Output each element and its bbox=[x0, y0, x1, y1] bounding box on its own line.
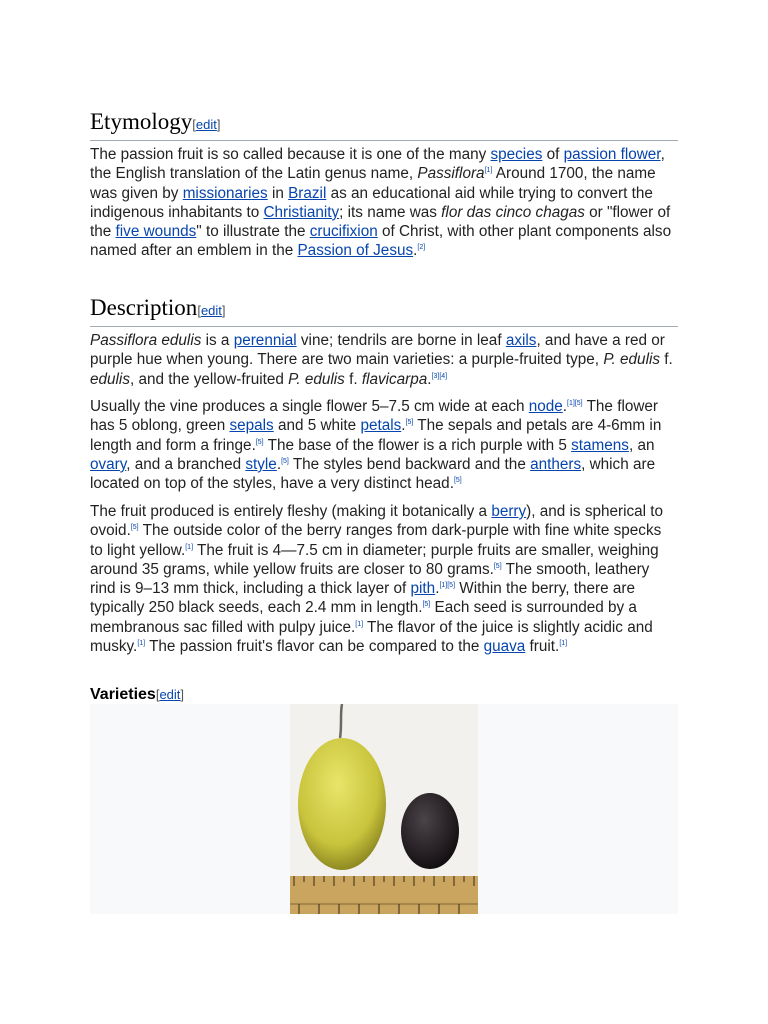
text-span: , and the yellow-fruited bbox=[129, 370, 289, 388]
link-axils[interactable]: axils bbox=[505, 332, 537, 349]
description-heading-text: Description bbox=[90, 295, 198, 320]
text-span: The passion fruit is so called because it is one of the many bbox=[90, 146, 491, 163]
description-paragraph-1 bbox=[90, 331, 678, 389]
text-span: f. bbox=[344, 370, 362, 388]
citation-5 bbox=[131, 524, 139, 531]
citation-1 bbox=[559, 640, 567, 647]
link-ovary[interactable]: ovary bbox=[90, 455, 127, 473]
text-span: . bbox=[276, 455, 282, 473]
citation-1 bbox=[185, 544, 193, 551]
etymology-paragraph bbox=[90, 145, 678, 261]
etymology-heading bbox=[90, 109, 678, 141]
citation-5 bbox=[454, 477, 462, 484]
citation-link[interactable]: [5] bbox=[281, 457, 289, 465]
text-span: The sepals and petals are 4-6mm in length and form a fringe. bbox=[90, 417, 662, 454]
text-span: , and have a red or purple hue when young. There are two main varieties: a purple-fruited type, bbox=[90, 332, 665, 369]
citation-link[interactable]: [5] bbox=[130, 524, 139, 532]
link-anthers[interactable]: anthers bbox=[530, 455, 582, 473]
link-guava[interactable]: guava bbox=[483, 638, 526, 656]
italic-flor-das-cinco-chagas: flor das cinco chagas bbox=[441, 203, 585, 221]
varieties-heading-text: Varieties bbox=[90, 686, 156, 703]
description-paragraph-3 bbox=[90, 502, 678, 656]
link-sepals[interactable]: sepals bbox=[229, 417, 274, 435]
citation-link[interactable]: [1] bbox=[355, 620, 364, 628]
citation-1-5 bbox=[567, 400, 583, 407]
text-span: vine; tendrils are borne in leaf bbox=[296, 332, 506, 349]
etymology-edit-link[interactable]: edit bbox=[195, 117, 217, 132]
text-span: is a bbox=[201, 332, 234, 349]
citation-link[interactable]: [1] bbox=[484, 167, 493, 175]
varieties-edit-section: [edit] bbox=[155, 687, 185, 702]
citation-5 bbox=[494, 563, 502, 570]
text-span: of Christ, with other plant components also named after an emblem in the bbox=[90, 223, 672, 260]
etymology-edit-section: [edit] bbox=[192, 117, 221, 132]
text-span: f. bbox=[660, 351, 673, 369]
link-pith[interactable]: pith bbox=[410, 580, 436, 598]
text-span: and 5 white bbox=[273, 417, 361, 435]
yellow-passion-fruit bbox=[298, 738, 386, 870]
passion-fruit-photo[interactable] bbox=[290, 704, 478, 914]
text-span: , and a branched bbox=[126, 455, 246, 473]
purple-passion-fruit bbox=[401, 793, 459, 869]
link-style[interactable]: style bbox=[245, 455, 277, 473]
text-span: in bbox=[267, 184, 289, 202]
citation-link[interactable]: [5] bbox=[453, 477, 462, 485]
citation-1-5 bbox=[439, 582, 455, 589]
text-span: The outside color of the berry ranges from dark-purple with fine white specks to light yellow. bbox=[90, 522, 662, 559]
text-span: ; its name was bbox=[339, 203, 442, 221]
citation-1 bbox=[355, 621, 363, 628]
text-span: The flower has 5 oblong, green bbox=[90, 398, 658, 435]
text-span: ), and is spherical to ovoid. bbox=[90, 503, 664, 540]
citation-link[interactable]: [1] bbox=[559, 639, 568, 647]
link-node[interactable]: node bbox=[528, 398, 563, 415]
citation-5 bbox=[281, 458, 289, 465]
link-brazil[interactable]: Brazil bbox=[288, 184, 327, 202]
description-edit-link[interactable]: edit bbox=[200, 303, 222, 318]
italic-text: P. edulis bbox=[288, 370, 345, 388]
text-span: Within the berry, there are typically 250 black seeds, each 2.4 mm in length. bbox=[90, 580, 635, 617]
citation-2 bbox=[417, 244, 425, 251]
link-petals[interactable]: petals bbox=[360, 417, 402, 435]
description-paragraph-2 bbox=[90, 397, 678, 493]
text-span: as an educational aid while trying to convert the indigenous inhabitants to bbox=[90, 184, 653, 221]
description-heading bbox=[90, 295, 678, 327]
etymology-heading-text: Etymology bbox=[90, 109, 193, 134]
italic-text: edulis bbox=[90, 370, 130, 388]
text-span: . bbox=[413, 242, 418, 260]
link-berry[interactable]: berry bbox=[491, 503, 527, 520]
description-edit-section: [edit] bbox=[197, 303, 226, 318]
citation-link[interactable]: [5] bbox=[255, 438, 264, 446]
italic-text: Passiflora edulis bbox=[90, 332, 202, 349]
link-stamens[interactable]: stamens bbox=[571, 436, 629, 454]
link-perennial[interactable]: perennial bbox=[233, 332, 297, 349]
citation-5 bbox=[256, 439, 264, 446]
text-span: fruit. bbox=[525, 638, 560, 656]
varieties-heading bbox=[90, 685, 678, 705]
text-span: , the English translation of the Latin genus name, bbox=[90, 146, 665, 183]
link-species[interactable]: species bbox=[490, 146, 543, 163]
citation-link[interactable]: [5] bbox=[405, 419, 414, 427]
text-span: , an bbox=[628, 436, 655, 454]
text-span: The passion fruit's flavor can be compared to the bbox=[145, 638, 484, 656]
citation-link[interactable]: [1][5] bbox=[439, 582, 456, 590]
link-passion-flower[interactable]: passion flower bbox=[563, 146, 661, 163]
link-missionaries[interactable]: missionaries bbox=[182, 184, 268, 202]
citation-link[interactable]: [1][5] bbox=[567, 399, 583, 407]
text-span: The styles bend backward and the bbox=[288, 455, 531, 473]
citation-link[interactable]: [2] bbox=[417, 244, 426, 252]
link-crucifixion[interactable]: crucifixion bbox=[309, 223, 378, 241]
text-span: The fruit produced is entirely fleshy (making it botanically a bbox=[90, 503, 492, 520]
text-span: Usually the vine produces a single flower 5–7.5 cm wide at each bbox=[90, 398, 529, 415]
text-span: The base of the flower is a rich purple with 5 bbox=[263, 436, 572, 454]
italic-passiflora: Passiflora bbox=[417, 165, 485, 183]
link-five-wounds[interactable]: five wounds bbox=[115, 223, 197, 241]
text-span: . bbox=[427, 370, 432, 388]
citation-link[interactable]: [3][4] bbox=[431, 372, 448, 380]
citation-3-4 bbox=[432, 373, 448, 380]
fruit-stem bbox=[340, 704, 342, 738]
text-span: . bbox=[562, 398, 568, 415]
citation-link[interactable]: [1] bbox=[185, 543, 194, 551]
citation-link[interactable]: [5] bbox=[493, 562, 502, 570]
varieties-edit-link[interactable]: edit bbox=[159, 687, 181, 702]
text-span: . bbox=[401, 417, 406, 435]
text-span: or "flower of the bbox=[90, 203, 671, 241]
varieties-figure bbox=[90, 704, 678, 914]
text-span: Around 1700, the name was given by bbox=[90, 165, 656, 202]
italic-text: flavicarpa bbox=[361, 370, 428, 388]
italic-text: P. edulis bbox=[603, 351, 661, 369]
text-span: . bbox=[435, 580, 440, 598]
text-span: The fruit is 4—7.5 cm in diameter; purple fruits are smaller, weighing around 35 grams, while yellow fruits are closer to 80 grams. bbox=[90, 541, 659, 578]
text-span: The flavor of the juice is slightly acidic and musky. bbox=[90, 618, 653, 656]
citation-1 bbox=[137, 640, 145, 647]
citation-link[interactable]: [1] bbox=[137, 639, 146, 647]
link-christianity[interactable]: Christianity bbox=[263, 203, 340, 221]
citation-link[interactable]: [5] bbox=[422, 601, 431, 609]
text-span: of bbox=[542, 146, 564, 163]
text-span: " to illustrate the bbox=[196, 223, 310, 241]
text-span: Each seed is surrounded by a membranous sac filled with pulpy juice. bbox=[90, 599, 637, 636]
text-span: The smooth, leathery rind is 9–13 mm thick, including a thick layer of bbox=[90, 560, 650, 598]
text-span: , which are located on top of the styles, have a very distinct head. bbox=[90, 455, 656, 493]
link-passion-of-jesus[interactable]: Passion of Jesus bbox=[297, 242, 414, 260]
